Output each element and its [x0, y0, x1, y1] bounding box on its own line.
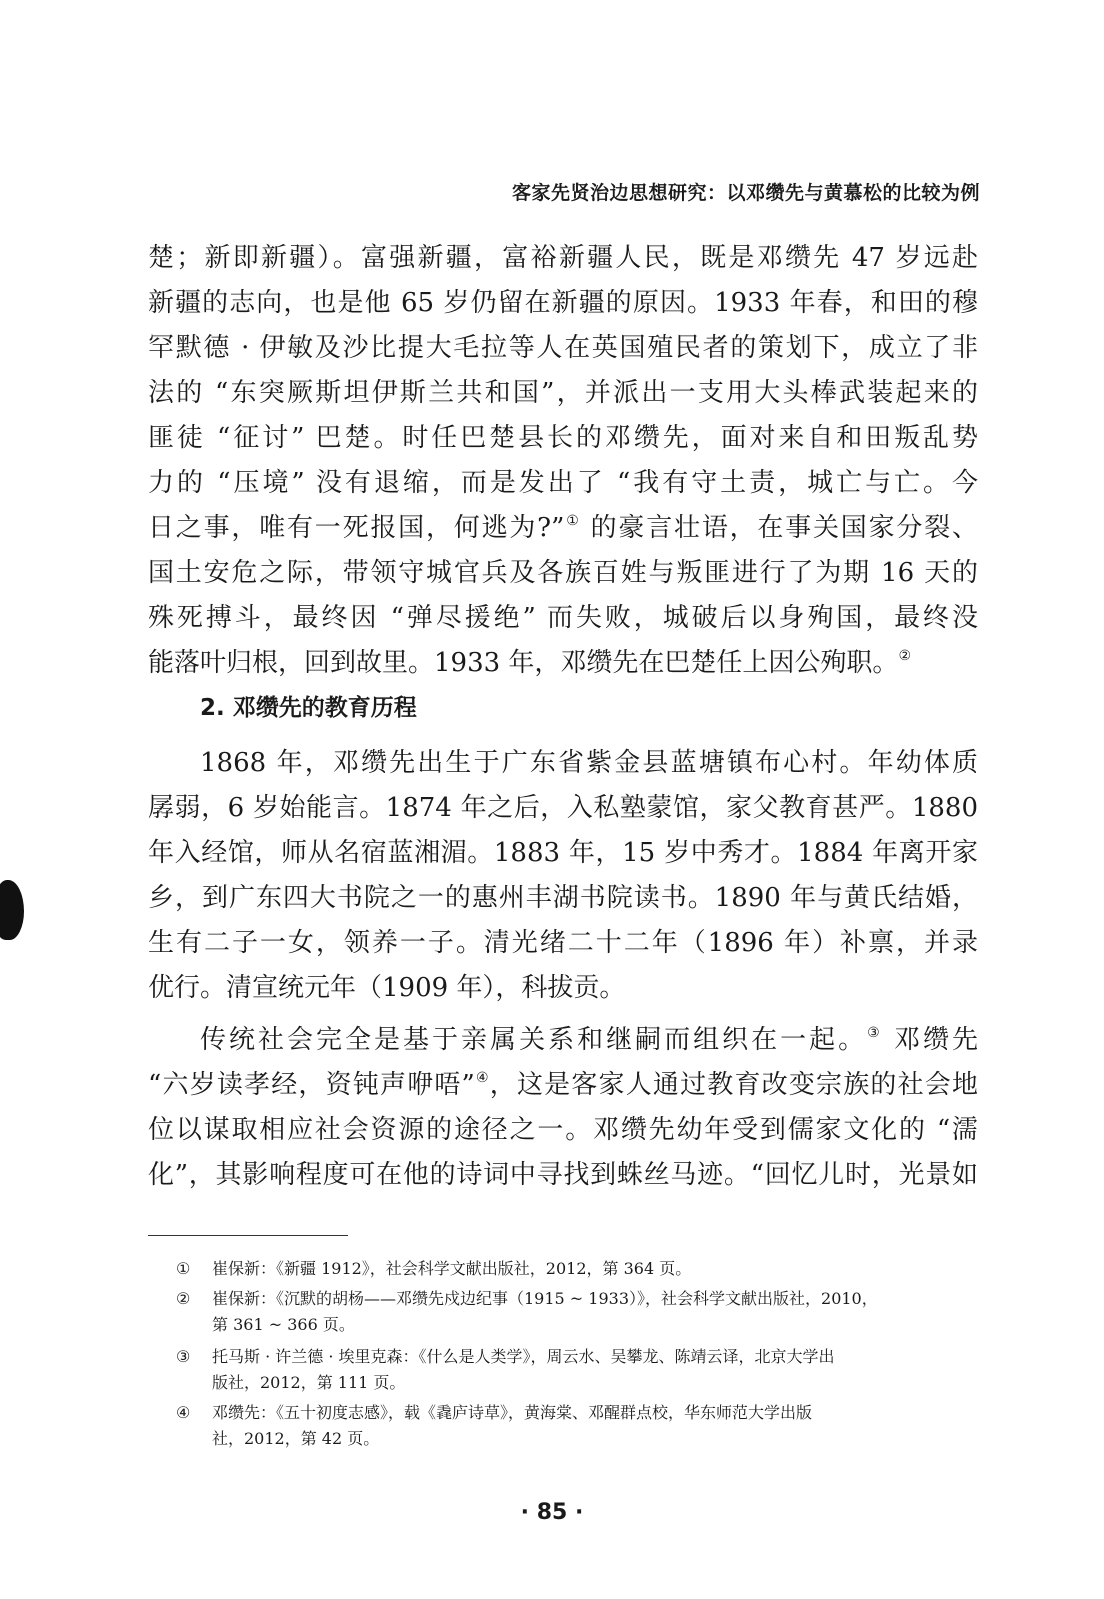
- text-line: 楚；新即新疆）。富强新疆，富裕新疆人民，既是邓缵先 47 岁远赴: [148, 243, 978, 273]
- text-line: 力的 “压境” 没有退缩，而是发出了 “我有守土责，城亡与亡。今: [148, 468, 978, 498]
- text-line: 化”，其影响程度可在他的诗词中寻找到蛛丝马迹。“回忆儿时，光景如: [148, 1160, 978, 1190]
- text-span: 传统社会完全是基于亲属关系和继嗣而组织在一起。: [200, 1025, 868, 1055]
- text-span: ，这是客家人通过教育改变宗族的社会地: [489, 1070, 978, 1100]
- page-number: · 85 ·: [520, 1500, 584, 1525]
- footnote-mark: ①: [176, 1259, 191, 1278]
- text-line: [148, 643, 978, 683]
- text-line: [148, 1065, 978, 1105]
- text-line: 优行。清宣统元年（1909 年），科拔贡。: [148, 973, 626, 1003]
- text-line: 罕默德 · 伊敏及沙比提大毛拉等人在英国殖民者的策划下，成立了非: [148, 333, 978, 363]
- footnote-text: 邓缵先：《五十初度志感》，载《毳庐诗草》，黄海棠、邓醒群点校，华东师范大学出版 社，2012，第 42 页。: [212, 1403, 813, 1448]
- footnote-ref[interactable]: ④: [474, 1070, 490, 1086]
- footnote-mark: ②: [176, 1289, 191, 1308]
- text-line: [200, 1020, 978, 1060]
- text-line: 1868 年，邓缵先出生于广东省紫金县蓝塘镇布心村。年幼体质: [200, 748, 978, 778]
- footnote-rule: [148, 1235, 348, 1236]
- footnote-text: 托马斯 · 许兰德 · 埃里克森：《什么是人类学》，周云水、吴攀龙、陈靖云译，北京大学出 版社，2012，第 111 页。: [212, 1347, 835, 1392]
- text-line: 殊死搏斗，最终因 “弹尽援绝” 而失败，城破后以身殉国，最终没: [148, 603, 978, 633]
- text-line: 年入经馆，师从名宿蓝湘湄。1883 年，15 岁中秀才。1884 年离开家: [148, 838, 978, 868]
- text-line: 位以谋取相应社会资源的途径之一。邓缵先幼年受到儒家文化的 “濡: [148, 1115, 978, 1145]
- text-span: 的豪言壮语，在事关国家分裂、: [580, 513, 978, 543]
- footnote-mark: ④: [176, 1403, 191, 1422]
- text-span: 邓缵先: [882, 1025, 978, 1055]
- footnote-mark: ③: [176, 1347, 191, 1366]
- footnote-text: 崔保新：《沉默的胡杨——邓缵先戍边纪事（1915 ~ 1933）》，社会科学文献出版社，2010， 第 361 ~ 366 页。: [212, 1289, 878, 1334]
- text-line: 新疆的志向，也是他 65 岁仍留在新疆的原因。1933 年春，和田的穆: [148, 288, 978, 318]
- text-line: [148, 508, 978, 548]
- footnote-text: 崔保新：《新疆 1912》，社会科学文献出版社，2012，第 364 页。: [212, 1259, 692, 1278]
- text-line: 国土安危之际，带领守城官兵及各族百姓与叛匪进行了为期 16 天的: [148, 558, 978, 588]
- text-line: 乡，到广东四大书院之一的惠州丰湖书院读书。1890 年与黄氏结婚，: [148, 883, 978, 913]
- text-line: 生有二子一女，领养一子。清光绪二十二年（1896 年）补禀，并录: [148, 928, 978, 958]
- text-line: 孱弱，6 岁始能言。1874 年之后，入私塾蒙馆，家父教育甚严。1880: [148, 793, 978, 823]
- text-line: 法的 “东突厥斯坦伊斯兰共和国”，并派出一支用大头棒武装起来的: [148, 378, 978, 408]
- footnote-ref[interactable]: ①: [564, 513, 581, 529]
- scan-artifact: [0, 880, 24, 940]
- section-heading: 2. 邓缵先的教育历程: [200, 695, 417, 721]
- running-head: 客家先贤治边思想研究：以邓缵先与黄慕松的比较为例: [511, 182, 980, 204]
- text-line: 匪徒 “征讨” 巴楚。时任巴楚县长的邓缵先，面对来自和田叛乱势: [148, 423, 978, 453]
- text-span: 能落叶归根，回到故里。1933 年，邓缵先在巴楚任上因公殉职。: [148, 648, 899, 678]
- text-span: “六岁读孝经，资钝声咿唔”: [148, 1070, 475, 1100]
- text-span: 日之事，唯有一死报国，何逃为?”: [148, 513, 565, 543]
- footnote-ref[interactable]: ③: [867, 1025, 883, 1041]
- footnote-ref[interactable]: ②: [898, 648, 911, 664]
